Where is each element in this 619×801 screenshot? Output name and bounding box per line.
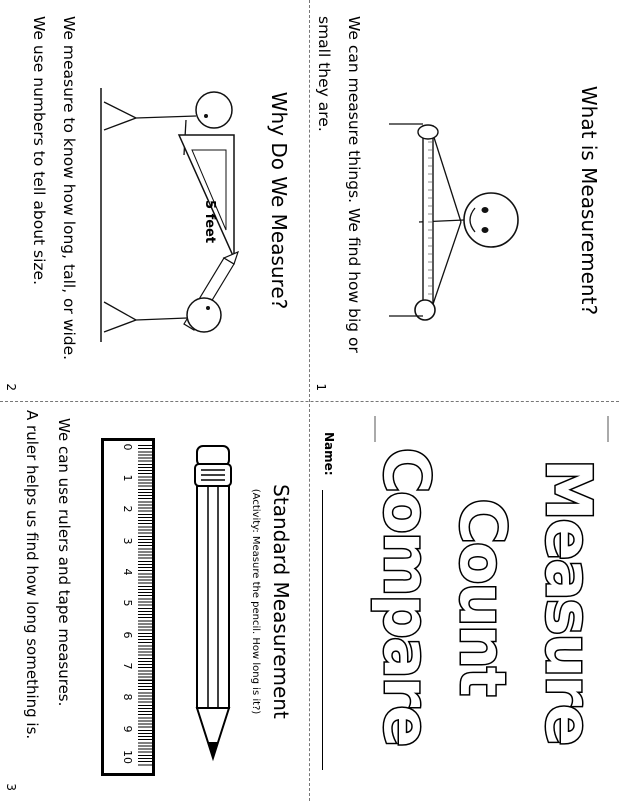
ruler-number: 10 <box>121 750 134 764</box>
page-3-text-line-2: A ruler helps us find how long something is. <box>23 410 41 740</box>
page-1-text: We can measure things. We find how big or small they are. <box>315 16 363 353</box>
ruler-number: 9 <box>121 725 134 733</box>
page-2-title: Why Do We Measure? <box>267 91 291 310</box>
page-2-panel <box>0 0 309 401</box>
cover-word-compare: Compare <box>370 447 443 746</box>
ruler-number: 4 <box>121 568 134 576</box>
page-3-title: Standard Measurement <box>269 484 293 719</box>
gray-dash <box>607 416 609 442</box>
page-1-title: What is Measurement? <box>577 85 601 316</box>
name-label: Name: <box>322 432 336 476</box>
page-2-number: 2 <box>4 383 18 391</box>
ruler-number: 7 <box>121 662 134 670</box>
ruler-number: 0 <box>121 443 134 451</box>
cover-panel <box>310 402 619 801</box>
tape-measure-illustration-icon <box>379 110 549 330</box>
ruler-number: 1 <box>121 474 134 482</box>
ruler-number: 3 <box>121 537 134 545</box>
pencil-icon <box>193 444 233 764</box>
ruler-number: 5 <box>121 599 134 607</box>
page-1-panel <box>310 0 619 401</box>
svg-text:5 feet: 5 feet <box>202 200 217 244</box>
page-3-text-line-1: We can use rulers and tape measures. <box>55 418 73 707</box>
measuring-illustration-icon <box>94 80 254 350</box>
cover-word-count: Count <box>446 498 519 695</box>
ruler-number: 6 <box>121 631 134 639</box>
page-3-panel <box>0 402 309 801</box>
ruler-number: 8 <box>121 693 134 701</box>
page-3-number: 3 <box>4 783 18 791</box>
ruler-number: 2 <box>121 505 134 513</box>
page-2-text: We measure to know how long, tall, or wide. We use numbers to tell about size. <box>30 16 78 361</box>
name-input-line[interactable] <box>322 490 323 770</box>
page-3-subtitle: (Activity: Measure the pencil. How long is it?) <box>250 488 261 715</box>
page-1-number: 1 <box>314 383 328 391</box>
cover-word-measure: Measure <box>532 458 605 745</box>
ruler-icon <box>101 438 155 776</box>
